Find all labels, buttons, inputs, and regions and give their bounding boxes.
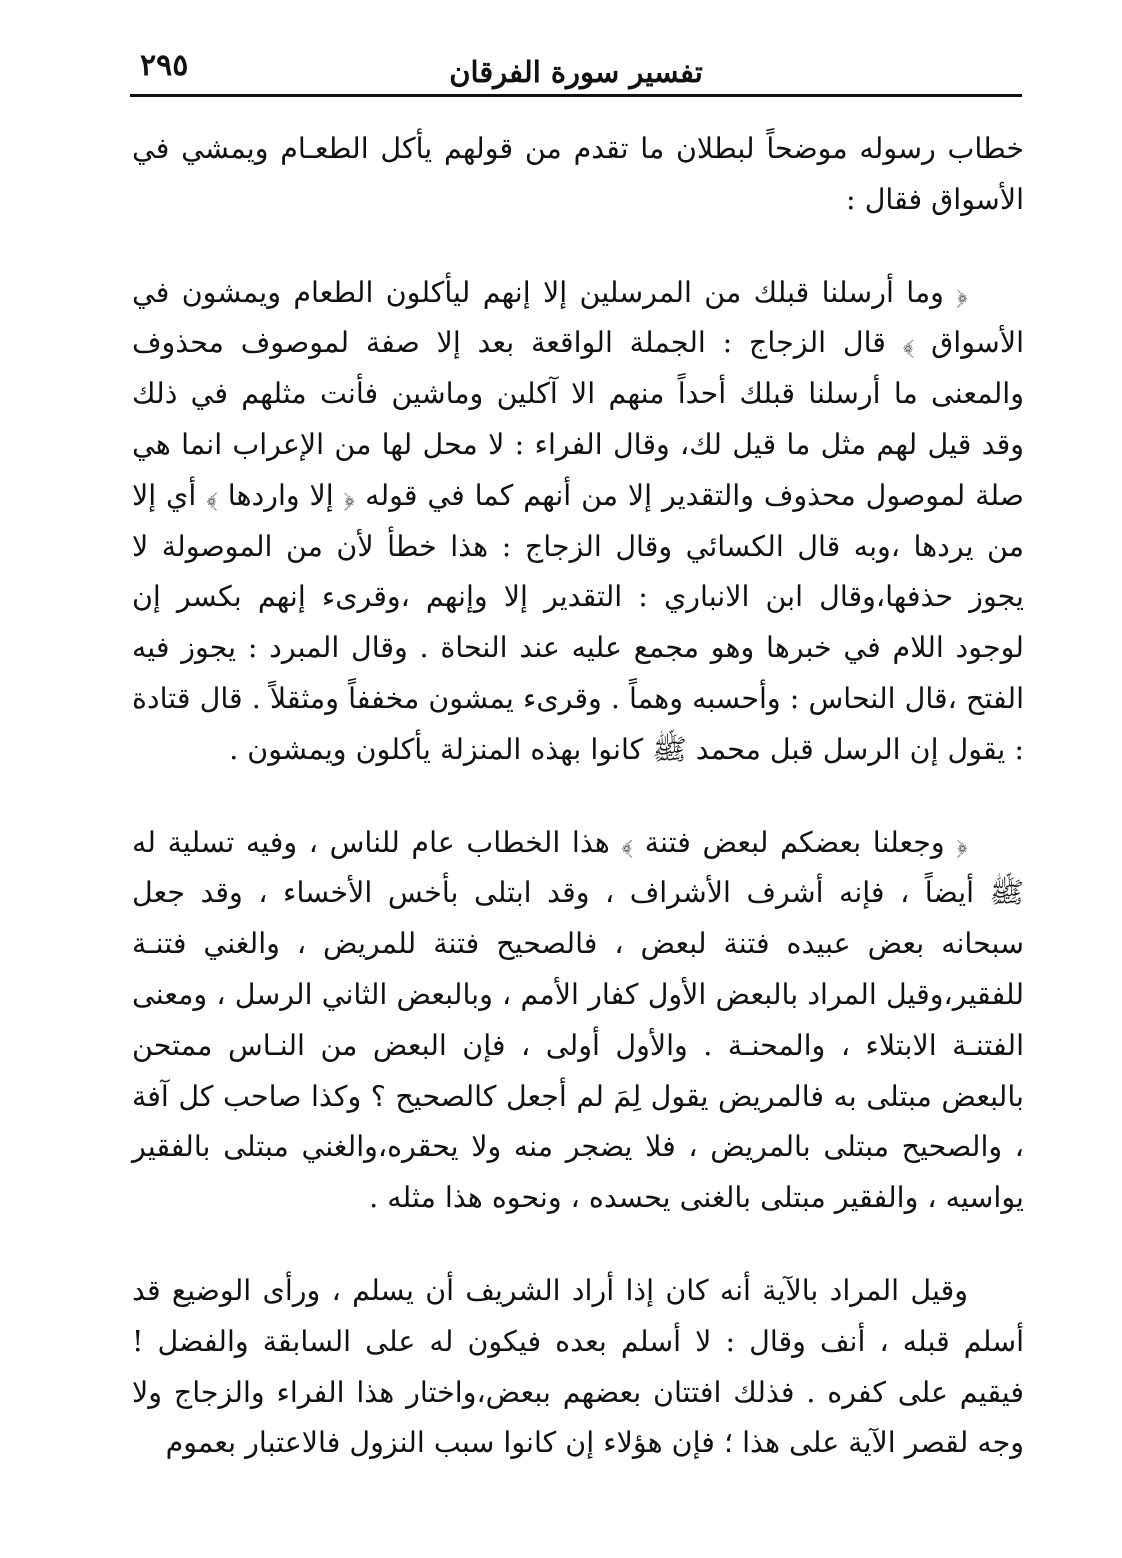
page-number: ٢٩٥ [140, 48, 189, 83]
paragraph-gap [132, 1224, 1024, 1266]
paragraph-gap [132, 776, 1024, 818]
paragraph-3: ﴿ وجعلنا بعضكم لبعض فتنة ﴾ هذا الخطاب عام للناس ، وفيه تسلية له ﷺ أيضاً ، فإنه أشرف الأشراف ، وقد ابتلى بأخس الأخساء ، وقد جعل سبحانه بعض عبيده فتنة لبعض ، فالصحيح فتنة للمريض ، والغني فتنـة للفقير،وقيل المراد بالبعض الأول كفار الأمم ، وبالبعض الثاني الرسل ، ومعنى الفتنـة الابتلاء ، والمحنـة . والأول أولى ، فإن البعض من النـاس ممتحن بالبعض مبتلى به فالمريض يقول لِمَ لم أجعل كالصحيح ؟ وكذا صاحب كل آفة ، والصحيح مبتلى بالمريض ، فلا يضجر منه ولا يحقره،والغني مبتلى بالفقير يواسيه ، والفقير مبتلى بالغنى يحسده ، ونحوه هذا مثله . [132, 825, 1024, 1215]
page-body [132, 124, 1024, 1469]
paragraph-1: خطاب رسوله موضحاً لبطلان ما تقدم من قولهم يأكل الطعـام ويمشي في الأسواق فقال : [132, 132, 1024, 216]
paragraph-gap [132, 226, 1024, 268]
running-title: تفسير سورة الفرقان [449, 55, 703, 89]
header-rule [130, 94, 1022, 97]
paragraph-2: ﴿ وما أرسلنا قبلك من المرسلين إلا إنهم ليأكلون الطعام ويمشون في الأسواق ﴾ قال الزجاج : الجملة الواقعة بعد إلا صفة لموصوف محذوف والمعنى ما أرسلنا قبلك أحداً منهم الا آكلين وماشين فأنت مثلهم في ذلك وقد قيل لهم مثل ما قيل لك، وقال الفراء : لا محل لها من الإعراب انما هي صلة لموصول محذوف والتقدير إلا من أنهم كما في قوله ﴿ إلا واردها ﴾ أي إلا من يردها ،وبه قال الكسائي وقال الزجاج : هذا خطأ لأن من الموصولة لا يجوز حذفها،وقال ابن الانباري : التقدير إلا وإنهم ،وقرىء إنهم بكسر إن لوجود اللام في خبرها وهو مجمع عليه عند النحاة . وقال المبرد : يجوز فيه الفتح ،قال النحاس : وأحسبه وهماً . وقرىء يمشون مخففاً ومثقلاً . قال قتادة : يقول إن الرسل قبل محمد ﷺ كانوا بهذه المنزلة يأكلون ويمشون . [132, 275, 1024, 766]
paragraph-4: وقيل المراد بالآية أنه كان إذا أراد الشريف أن يسلم ، ورأى الوضيع قد أسلم قبله ، أنف وقال : لا أسلم بعده فيكون له على السابقة والفضل ! فيقيم على كفره . فذلك افتتان بعضهم ببعض،واختار هذا الفراء والزجاج ولا وجه لقصر الآية على هذا ؛ فإن هؤلاء إن كانوا سبب النزول فالاعتبار بعموم [132, 1273, 1024, 1460]
page-header [130, 46, 1022, 98]
